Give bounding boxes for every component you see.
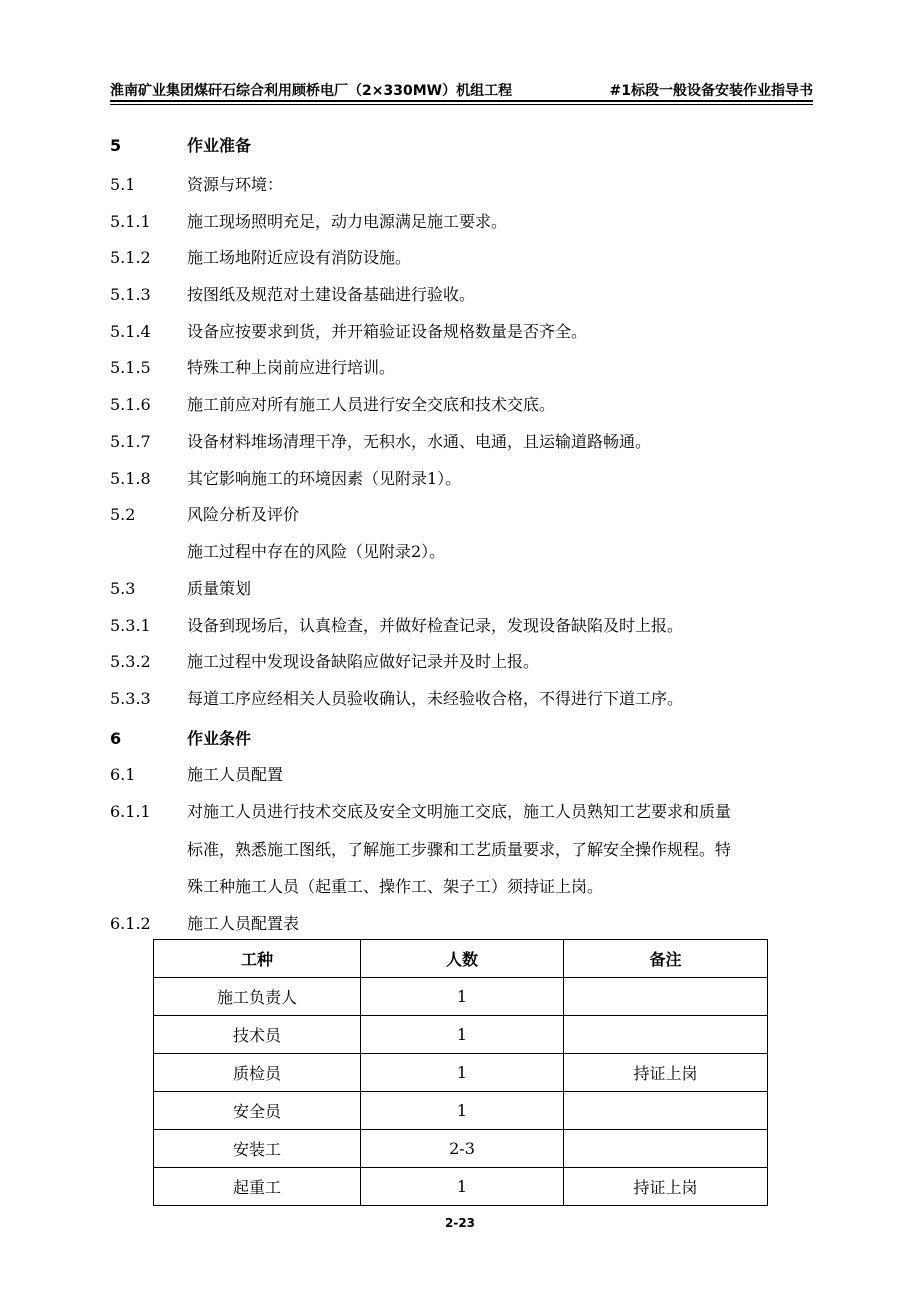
staff-configuration-table [153, 939, 768, 1206]
header-rule [110, 100, 813, 102]
table-row [154, 978, 768, 1016]
header-rule-thin [110, 104, 813, 105]
cell-count: 1 [361, 1054, 564, 1092]
page-number: 2-23 [444, 1216, 476, 1230]
header-project-title: 淮南矿业集团煤矸石综合利用顾桥电厂（2×330MW）机组工程 [110, 83, 513, 99]
cell-remark [564, 1092, 768, 1130]
table-header-row [154, 940, 768, 978]
page-header [110, 74, 813, 100]
table-row [154, 1130, 768, 1168]
cell-trade: 技术员 [154, 1016, 361, 1054]
cell-trade: 起重工 [154, 1168, 361, 1206]
column-header-trade: 工种 [154, 940, 361, 978]
cell-count: 1 [361, 1092, 564, 1130]
table-row [154, 1016, 768, 1054]
cell-trade: 安装工 [154, 1130, 361, 1168]
cell-trade: 安全员 [154, 1092, 361, 1130]
header-document-title: #1标段一般设备安装作业指导书 [609, 83, 813, 99]
table-row [154, 1054, 768, 1092]
cell-remark: 持证上岗 [564, 1054, 768, 1092]
table-row [154, 1168, 768, 1206]
cell-trade: 质检员 [154, 1054, 361, 1092]
cell-remark [564, 1130, 768, 1168]
cell-remark: 持证上岗 [564, 1168, 768, 1206]
table-row [154, 1092, 768, 1130]
cell-count: 1 [361, 1168, 564, 1206]
cell-remark [564, 978, 768, 1016]
cell-count: 2-3 [361, 1130, 564, 1168]
column-header-remark: 备注 [564, 940, 768, 978]
cell-trade: 施工负责人 [154, 978, 361, 1016]
cell-remark [564, 1016, 768, 1054]
cell-count: 1 [361, 978, 564, 1016]
cell-count: 1 [361, 1016, 564, 1054]
column-header-count: 人数 [361, 940, 564, 978]
